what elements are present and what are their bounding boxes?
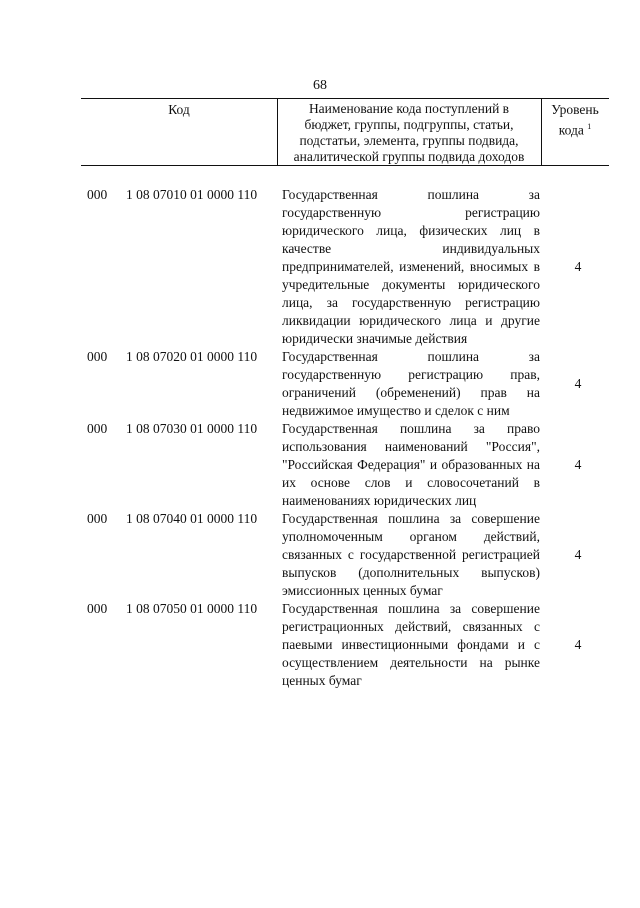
row-level: 4 [574, 637, 582, 652]
row-level: 4 [574, 259, 582, 274]
header-level [541, 101, 609, 139]
table-row [0, 348, 640, 420]
table-row [0, 510, 640, 600]
header-name-line: бюджет, группы, подгруппы, статьи, [304, 117, 514, 132]
table-row [0, 600, 640, 690]
row-code: 1 08 07020 01 0000 110 [126, 349, 258, 364]
row-name: Государственная пошлина за право использования наименований "Россия", "Российская Федерация" и образованных на их основе слов и словосочетаний в наименованиях юридических лиц [282, 421, 540, 508]
header-name-line: Наименование кода поступлений в [308, 101, 510, 116]
row-prefix: 000 [87, 187, 108, 202]
page-number: 68 [313, 78, 327, 93]
header-name-line: подстатьи, элемента, группы подвида, [299, 133, 519, 148]
row-code: 1 08 07030 01 0000 110 [126, 421, 258, 436]
row-level: 4 [574, 457, 582, 472]
row-name: Государственная пошлина за государственную регистрацию прав, ограничений (обременений) прав на недвижимое имущество и сделок с ним [282, 349, 540, 418]
row-name: Государственная пошлина за государственную регистрацию юридического лица, физических лиц в качестве индивидуальных предпринимателей, изменений, вносимых в учредительные документы юридического лица, за государственную регистрацию ликвидации юридического лица и другие юридически значимые действия [282, 187, 540, 346]
header-level-word: кода [558, 122, 584, 138]
row-code: 1 08 07010 01 0000 110 [126, 187, 258, 202]
header-level-line: Уровень [551, 102, 599, 117]
row-name: Государственная пошлина за совершение уполномоченным органом действий, связанных с государственной регистрацией выпусков (дополнительных выпусков) эмиссионных ценных бумаг [282, 511, 540, 598]
row-level: 4 [574, 376, 582, 391]
header-level-line [541, 118, 609, 139]
table-row [0, 420, 640, 510]
header-name-line: аналитической группы подвида доходов [293, 149, 525, 164]
row-prefix: 000 [87, 511, 108, 526]
table-body [0, 186, 640, 690]
footnote-mark: 1 [587, 122, 592, 131]
row-prefix: 000 [87, 421, 108, 436]
row-name: Государственная пошлина за совершение регистрационных действий, связанных с паевыми инвестиционными фондами и с осуществлением деятельности на рынке ценных бумаг [282, 601, 540, 688]
row-prefix: 000 [87, 349, 108, 364]
header-code: Код [168, 102, 190, 117]
row-level: 4 [574, 547, 582, 562]
table-header [81, 98, 609, 166]
table-row [0, 186, 640, 348]
row-prefix: 000 [87, 601, 108, 616]
row-code: 1 08 07050 01 0000 110 [126, 601, 258, 616]
row-code: 1 08 07040 01 0000 110 [126, 511, 258, 526]
header-name [277, 101, 541, 165]
